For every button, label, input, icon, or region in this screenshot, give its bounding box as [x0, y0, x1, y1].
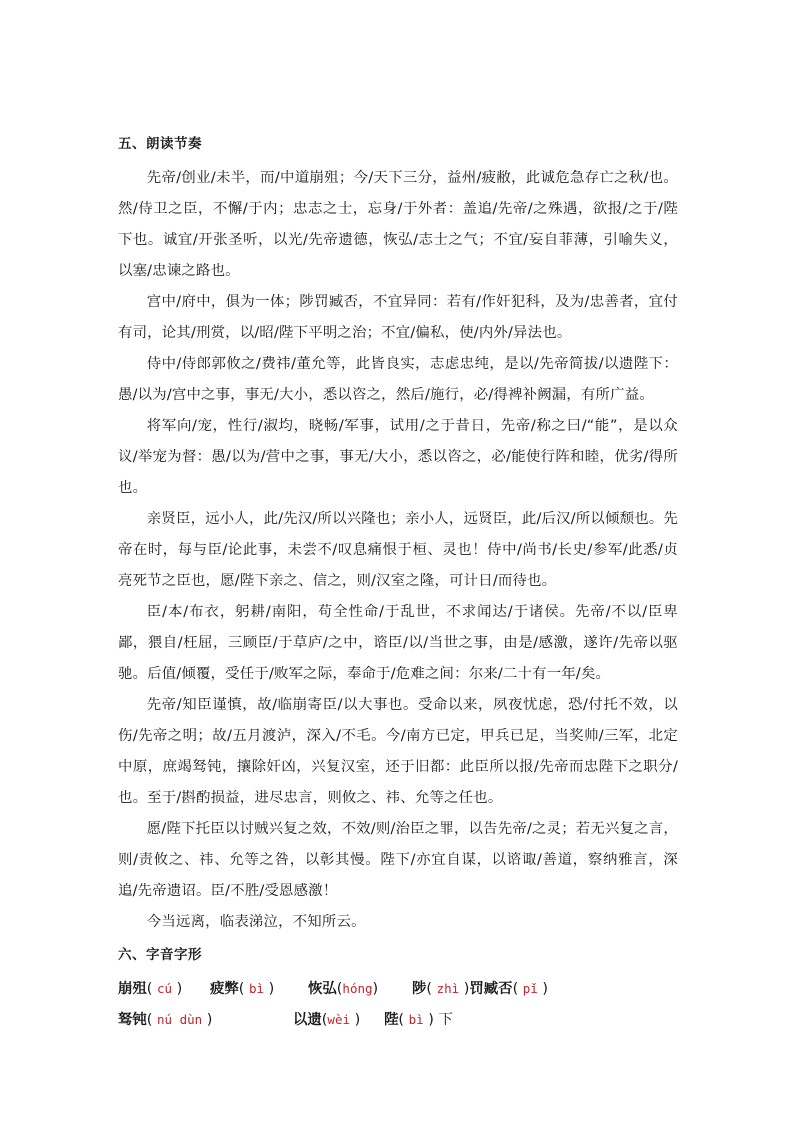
paragraph: 先帝/知臣谨慎，故/临崩寄臣/以大事也。受命以来，夙夜忧虑，恐/付托不效，以伤/先帝之明；故/五月渡泸，深入/不毛。今/南方已定，甲兵已足，当奖帅/三军，北定中原，庶竭驽钝，攘除奸凶，兴复汉室，还于旧都：此臣所以报/先帝而忠陛下之职分/也。至于/斟酌损益，进尽忠言，则攸之、祎、允等之任也。 [118, 697, 678, 806]
pronunciation-item: 陟( zhì )罚臧否( pǐ ) [412, 981, 549, 997]
paragraph: 先帝/创业/未半，而/中道崩殂；今/天下三分，益州/疲敝，此诚危急存亡之秋/也。然/侍卫之臣，不懈/于内；忠志之士，忘身/于外者：盖追/先帝/之殊遇，欲报/之于/陛下也。诚宜/开张圣听，以光/先帝遗德，恢弘/志士之气；不宜/妄自菲薄，引喻失义，以塞/忠谏之路也。 [118, 170, 678, 279]
pinyin: hóng [342, 981, 373, 996]
pinyin: wèi [327, 1012, 350, 1027]
paragraph: 亲贤臣，远小人，此/先汉/所以兴隆也；亲小人，远贤臣，此/后汉/所以倾颓也。先帝在时，每与臣/论此事，未尝不/叹息痛恨于桓、灵也！侍中/尚书/长史/参军/此悉/贞亮死节之臣也，愿/陛下亲之、信之，则/汉室之隆，可计日/而待也。 [118, 511, 678, 589]
word: 驽钝 [118, 1012, 147, 1028]
pinyin: pǐ [522, 981, 538, 996]
pinyin: bì [249, 981, 265, 996]
pronunciation-item: 疲弊( bì ) [210, 981, 275, 997]
word: 罚臧否 [469, 981, 513, 997]
paragraph: 愿/陛下托臣以讨贼兴复之效，不效/则/治臣之罪，以告先帝/之灵；若无兴复之言，则/责攸之、祎、允等之咎，以彰其慢。陛下/亦宜自谋，以谘诹/善道，察纳雅言，深追/先帝遗诏。臣/不胜/受恩感激！ [118, 821, 678, 899]
paragraph: 今当远离，临表涕泣，不知所云。 [146, 914, 366, 930]
word: 陟 [412, 981, 427, 997]
word: 恢弘 [308, 981, 337, 997]
paragraph: 宫中/府中，俱为一体；陟罚臧否，不宜异同：若有/作奸犯科，及为/忠善者，宜付有司，论其/刑赏，以/昭/陛下平明之治；不宜/偏私，使/内外/异法也。 [118, 294, 678, 341]
word: 疲弊 [210, 981, 239, 997]
pinyin: bì [408, 1012, 424, 1027]
pronunciation-item: 驽钝( nú dùn ) [118, 1012, 213, 1028]
word: 以遗 [293, 1012, 322, 1028]
section-heading-reading: 五、朗读节奏 [118, 136, 202, 152]
pronunciation-item: 以遗(wèi ) [293, 1012, 361, 1028]
pronunciation-item: 恢弘(hóng) [308, 981, 379, 997]
word: 下 [438, 1012, 453, 1028]
pinyin: nú dùn [157, 1012, 203, 1027]
word: 崩殂 [118, 981, 147, 997]
paragraph: 侍中/侍郎郭攸之/费祎/董允等，此皆良实，志虑忠纯，是以/先帝简拔/以遗陛下：愚/以为/宫中之事，事无/大小，悉以咨之，然后/施行，必/得裨补阙漏，有所广益。 [118, 356, 678, 403]
pronunciation-item: 陛( bì ) 下 [384, 1012, 453, 1028]
pinyin: zhì [436, 981, 460, 996]
paragraph: 将军向/宠，性行/淑均，晓畅/军事，试用/之于昔日，先帝/称之曰/“能”，是以众议/举宠为督：愚/以为/营中之事，事无/大小，悉以咨之，必/能使行阵和睦，优劣/得所也。 [118, 418, 678, 496]
paragraph: 臣/本/布衣，躬耕/南阳，苟全性命/于乱世，不求闻达/于诸侯。先帝/不以/臣卑鄙，猥自/枉屈，三顾臣/于草庐/之中，谘臣/以/当世之事，由是/感激，遂许/先帝以驱驰。后值/倾覆，受任于/败军之际，奉命于/危难之间：尔来/二十有一年/矣。 [118, 604, 678, 682]
section-heading-pronunciation: 六、字音字形 [118, 947, 202, 963]
word: 陛 [384, 1012, 399, 1028]
pronunciation-item: 崩殂( cú ) [118, 981, 183, 997]
reading-passage [118, 163, 678, 938]
pinyin: cú [157, 981, 173, 996]
